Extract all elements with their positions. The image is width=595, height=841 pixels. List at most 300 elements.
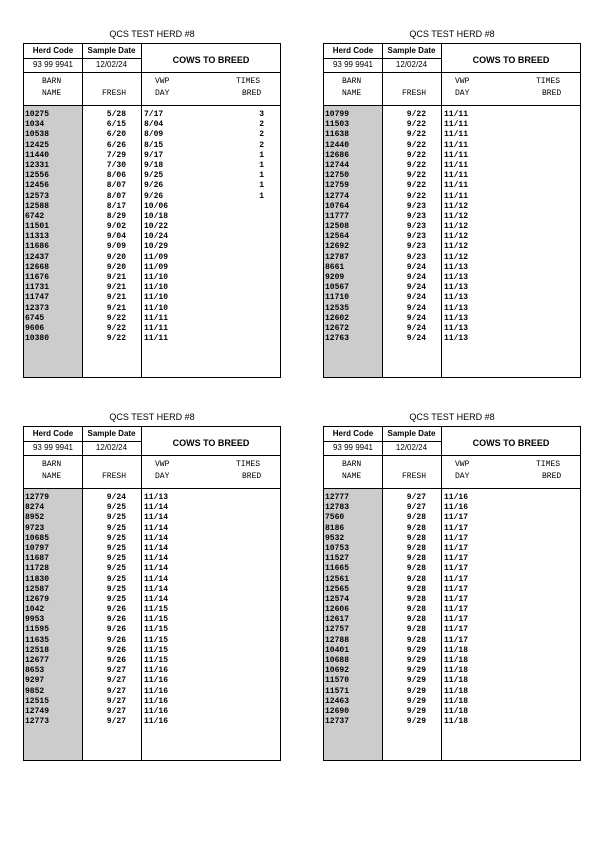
times-bred: 1: [259, 181, 264, 191]
fresh-date: 9/28: [406, 605, 426, 615]
table-row: [324, 273, 580, 283]
table-row: [24, 141, 280, 151]
vwp-day: 11/16: [144, 696, 169, 706]
fresh-date: 9/24: [406, 334, 426, 344]
fresh-date: 9/28: [406, 533, 426, 543]
cow-barn-name: 12679: [25, 594, 50, 604]
col-header-vwp: VWP: [155, 77, 170, 86]
divider: [24, 72, 280, 73]
sample-date-value: 12/02/24: [95, 443, 128, 452]
cow-barn-name: 10275: [25, 110, 50, 119]
table-row: [24, 615, 280, 625]
cow-barn-name: 12602: [325, 313, 350, 323]
divider: [24, 105, 280, 106]
vwp-day: 11/10: [144, 293, 169, 303]
col-header-name: NAME: [42, 472, 62, 481]
cow-rows: [324, 110, 580, 344]
fresh-date: 8/07: [106, 181, 126, 191]
vwp-day: 10/18: [144, 211, 169, 221]
cow-barn-name: 9606: [25, 323, 45, 333]
fresh-date: 9/20: [106, 252, 126, 262]
fresh-date: 9/24: [106, 493, 126, 502]
fresh-date: 9/26: [106, 656, 126, 665]
fresh-date: 9/22: [406, 120, 426, 130]
times-bred: 3: [259, 110, 264, 119]
vwp-day: 8/04: [144, 120, 164, 130]
vwp-day: 11/11: [444, 191, 469, 201]
cow-barn-name: 10685: [25, 533, 50, 543]
vwp-day: 11/13: [444, 303, 469, 313]
fresh-date: 9/25: [106, 584, 126, 594]
cow-barn-name: 8952: [25, 513, 45, 523]
fresh-date: 9/25: [106, 523, 126, 533]
vwp-day: 11/17: [444, 594, 469, 604]
fresh-date: 9/24: [406, 293, 426, 303]
divider: [24, 455, 280, 456]
table-row: [24, 202, 280, 212]
col-header-vwp: VWP: [155, 460, 170, 469]
col-header-vwp: VWP: [455, 460, 470, 469]
vwp-day: 11/16: [144, 706, 169, 716]
fresh-date: 9/25: [106, 513, 126, 523]
panel-title: QCS TEST HERD #8: [409, 412, 495, 422]
table-row: [324, 676, 580, 686]
vwp-day: 11/17: [444, 625, 469, 635]
cows-to-breed-heading: COWS TO BREED: [172, 55, 250, 65]
table-row: [324, 202, 580, 212]
cow-barn-name: 6742: [25, 211, 45, 221]
vwp-day: 11/11: [444, 181, 469, 191]
cow-barn-name: 12564: [325, 232, 350, 242]
table-row: [324, 324, 580, 334]
vwp-day: 11/17: [444, 574, 469, 584]
fresh-date: 9/27: [106, 666, 126, 676]
vwp-day: 11/15: [144, 656, 169, 665]
vwp-day: 11/18: [444, 696, 469, 706]
fresh-date: 8/06: [106, 171, 126, 181]
vwp-day: 11/13: [444, 293, 469, 303]
vwp-day: 11/15: [144, 625, 169, 635]
col-header-barn: BARN: [342, 460, 362, 469]
fresh-date: 9/28: [406, 615, 426, 625]
fresh-date: 9/29: [406, 666, 426, 676]
cow-barn-name: 11570: [325, 676, 350, 686]
cow-barn-name: 10688: [325, 656, 350, 665]
cow-barn-name: 7560: [325, 513, 345, 523]
vwp-day: 11/17: [444, 605, 469, 615]
fresh-date: 9/24: [406, 313, 426, 323]
fresh-date: 9/25: [106, 503, 126, 513]
fresh-date: 6/26: [106, 140, 126, 150]
table-row: [324, 554, 580, 564]
table-row: [324, 524, 580, 534]
table-row: [24, 666, 280, 676]
vwp-day: 11/11: [444, 150, 469, 160]
fresh-date: 9/22: [106, 323, 126, 333]
vwp-day: 11/13: [144, 493, 169, 502]
cow-barn-name: 12463: [325, 696, 350, 706]
vwp-day: 11/11: [444, 130, 469, 140]
fresh-date: 9/22: [106, 334, 126, 344]
table-row: [324, 666, 580, 676]
table-row: [324, 181, 580, 191]
fresh-date: 8/07: [106, 191, 126, 201]
fresh-date: 9/25: [106, 574, 126, 584]
divider: [324, 488, 580, 489]
times-bred: 1: [259, 160, 264, 170]
cow-barn-name: 11313: [25, 232, 50, 242]
table-row: [324, 605, 580, 615]
cow-barn-name: 11635: [25, 635, 50, 645]
table-row: [324, 232, 580, 242]
vwp-day: 11/16: [144, 676, 169, 686]
col-header-times: TIMES: [536, 460, 561, 469]
fresh-date: 9/28: [406, 564, 426, 574]
table-row: [24, 595, 280, 605]
table-row: [24, 253, 280, 263]
col-header-bred: BRED: [542, 89, 562, 98]
table-row: [324, 493, 580, 503]
cow-barn-name: 12690: [325, 706, 350, 716]
fresh-date: 9/28: [406, 584, 426, 594]
fresh-date: 9/22: [406, 140, 426, 150]
table-row: [24, 625, 280, 635]
col-header-fresh: FRESH: [402, 472, 427, 481]
fresh-date: 9/29: [406, 656, 426, 665]
table-row: [324, 161, 580, 171]
table-row: [24, 646, 280, 656]
vwp-day: 11/13: [444, 313, 469, 323]
cow-rows: [24, 110, 280, 344]
fresh-date: 9/22: [406, 160, 426, 170]
vwp-day: 11/13: [444, 283, 469, 293]
fresh-date: 9/02: [106, 222, 126, 232]
cow-barn-name: 11777: [325, 211, 350, 221]
vwp-day: 7/17: [144, 110, 164, 119]
cow-barn-name: 8653: [25, 666, 45, 676]
col-header-bred: BRED: [242, 472, 262, 481]
fresh-date: 9/28: [406, 543, 426, 553]
table-row: [24, 314, 280, 324]
cow-barn-name: 11728: [25, 564, 50, 574]
fresh-date: 9/21: [106, 283, 126, 293]
cow-barn-name: 12783: [325, 503, 350, 513]
vwp-day: 11/18: [444, 706, 469, 716]
table-row: [324, 615, 580, 625]
vwp-day: 11/15: [144, 615, 169, 625]
herd-code-label: Herd Code: [32, 429, 74, 438]
vwp-day: 11/16: [444, 493, 469, 502]
report-table: [323, 426, 581, 761]
vwp-day: 11/13: [444, 273, 469, 282]
table-row: [324, 585, 580, 595]
cow-barn-name: 10538: [25, 130, 50, 140]
table-row: [24, 687, 280, 697]
cow-barn-name: 1034: [25, 120, 45, 130]
cow-barn-name: 12788: [325, 635, 350, 645]
fresh-date: 9/29: [406, 706, 426, 716]
fresh-date: 9/28: [406, 523, 426, 533]
cow-barn-name: 11571: [325, 686, 350, 696]
table-row: [24, 554, 280, 564]
vwp-day: 11/18: [444, 676, 469, 686]
vwp-day: 11/15: [144, 635, 169, 645]
sample-date-value: 12/02/24: [395, 443, 428, 452]
vwp-day: 11/13: [444, 323, 469, 333]
vwp-day: 11/14: [144, 523, 169, 533]
fresh-date: 9/25: [106, 564, 126, 574]
vwp-day: 11/09: [144, 262, 169, 272]
vwp-day: 9/25: [144, 171, 164, 181]
table-row: [24, 503, 280, 513]
table-row: [324, 625, 580, 635]
cow-barn-name: 10797: [25, 543, 50, 553]
vwp-day: 10/22: [144, 222, 169, 232]
vwp-day: 11/16: [144, 686, 169, 696]
cow-barn-name: 10692: [325, 666, 350, 676]
cow-barn-name: 12668: [25, 262, 50, 272]
sample-date-label: Sample Date: [87, 46, 136, 55]
table-row: [324, 595, 580, 605]
cow-barn-name: 12774: [325, 191, 350, 201]
table-row: [24, 605, 280, 615]
table-row: [324, 283, 580, 293]
cow-barn-name: 12556: [25, 171, 50, 181]
fresh-date: 9/24: [406, 273, 426, 282]
table-row: [24, 513, 280, 523]
fresh-date: 9/25: [106, 533, 126, 543]
table-row: [24, 151, 280, 161]
cow-barn-name: 12672: [325, 323, 350, 333]
vwp-day: 11/14: [144, 554, 169, 564]
fresh-date: 9/28: [406, 574, 426, 584]
cow-barn-name: 12456: [25, 181, 50, 191]
vwp-day: 11/13: [444, 334, 469, 344]
cow-barn-name: 1042: [25, 605, 45, 615]
col-header-day: DAY: [455, 472, 470, 481]
fresh-date: 9/24: [406, 303, 426, 313]
table-row: [24, 192, 280, 202]
cow-barn-name: 12587: [25, 584, 50, 594]
fresh-date: 9/27: [106, 676, 126, 686]
herd-code-value: 93 99 9941: [32, 443, 74, 452]
vwp-day: 11/18: [444, 686, 469, 696]
vwp-day: 11/18: [444, 717, 469, 727]
vwp-day: 11/12: [444, 201, 469, 211]
vwp-day: 10/29: [144, 242, 169, 252]
cow-barn-name: 11676: [25, 273, 50, 282]
cow-rows: [24, 493, 280, 727]
table-row: [24, 110, 280, 120]
times-bred: 1: [259, 171, 264, 181]
fresh-date: 9/27: [406, 503, 426, 513]
sample-date-label: Sample Date: [387, 46, 436, 55]
table-row: [24, 656, 280, 666]
col-header-day: DAY: [455, 89, 470, 98]
cow-barn-name: 11527: [325, 554, 350, 564]
vwp-day: 11/14: [144, 533, 169, 543]
table-row: [24, 524, 280, 534]
cow-barn-name: 12518: [25, 645, 50, 655]
table-row: [324, 222, 580, 232]
cow-barn-name: 12749: [25, 706, 50, 716]
table-row: [324, 242, 580, 252]
vwp-day: 11/11: [444, 140, 469, 150]
table-row: [324, 564, 580, 574]
cow-barn-name: 9953: [25, 615, 45, 625]
cow-barn-name: 8186: [325, 523, 345, 533]
table-row: [324, 687, 580, 697]
col-header-barn: BARN: [342, 77, 362, 86]
fresh-date: 9/23: [406, 242, 426, 252]
fresh-date: 9/23: [406, 252, 426, 262]
table-row: [24, 534, 280, 544]
fresh-date: 9/24: [406, 283, 426, 293]
fresh-date: 9/21: [106, 293, 126, 303]
col-header-vwp: VWP: [455, 77, 470, 86]
cow-barn-name: 11747: [25, 293, 50, 303]
cow-barn-name: 12561: [325, 574, 350, 584]
cow-barn-name: 12573: [25, 191, 50, 201]
cow-barn-name: 11830: [25, 574, 50, 584]
vwp-day: 11/10: [144, 283, 169, 293]
cow-barn-name: 12617: [325, 615, 350, 625]
cow-barn-name: 12606: [325, 605, 350, 615]
fresh-date: 9/25: [106, 543, 126, 553]
vwp-day: 11/12: [444, 222, 469, 232]
cow-barn-name: 12373: [25, 303, 50, 313]
vwp-day: 11/17: [444, 543, 469, 553]
table-row: [24, 242, 280, 252]
table-row: [324, 697, 580, 707]
table-row: [324, 263, 580, 273]
fresh-date: 9/28: [406, 513, 426, 523]
col-header-times: TIMES: [236, 460, 261, 469]
vwp-day: 9/18: [144, 160, 164, 170]
table-row: [24, 263, 280, 273]
cow-barn-name: 12692: [325, 242, 350, 252]
table-row: [24, 130, 280, 140]
vwp-day: 9/26: [144, 191, 164, 201]
vwp-day: 11/11: [444, 120, 469, 130]
sample-date-value: 12/02/24: [95, 60, 128, 69]
panel-title: QCS TEST HERD #8: [109, 29, 195, 39]
cow-barn-name: 11687: [25, 554, 50, 564]
vwp-day: 11/14: [144, 513, 169, 523]
cow-barn-name: 11686: [25, 242, 50, 252]
fresh-date: 9/22: [406, 191, 426, 201]
cow-rows: [324, 493, 580, 727]
table-row: [24, 334, 280, 344]
cows-to-breed-heading: COWS TO BREED: [472, 55, 550, 65]
table-row: [24, 304, 280, 314]
table-row: [324, 717, 580, 727]
col-header-fresh: FRESH: [102, 89, 127, 98]
fresh-date: 7/30: [106, 160, 126, 170]
table-row: [324, 656, 580, 666]
vwp-day: 11/11: [144, 313, 169, 323]
times-bred: 2: [259, 130, 264, 140]
fresh-date: 9/22: [406, 130, 426, 140]
vwp-day: 11/14: [144, 584, 169, 594]
fresh-date: 9/29: [406, 645, 426, 655]
fresh-date: 9/21: [106, 273, 126, 282]
vwp-day: 11/09: [144, 252, 169, 262]
vwp-day: 11/17: [444, 554, 469, 564]
vwp-day: 8/15: [144, 140, 164, 150]
cow-barn-name: 11665: [325, 564, 350, 574]
fresh-date: 9/29: [406, 676, 426, 686]
cow-barn-name: 12425: [25, 140, 50, 150]
vwp-day: 8/09: [144, 130, 164, 140]
cow-barn-name: 12574: [325, 594, 350, 604]
vwp-day: 11/11: [144, 323, 169, 333]
col-header-times: TIMES: [536, 77, 561, 86]
fresh-date: 9/26: [106, 625, 126, 635]
table-row: [24, 717, 280, 727]
col-header-name: NAME: [342, 89, 362, 98]
table-row: [24, 707, 280, 717]
fresh-date: 9/25: [106, 594, 126, 604]
cow-barn-name: 11731: [25, 283, 50, 293]
fresh-date: 9/27: [106, 706, 126, 716]
fresh-date: 9/28: [406, 594, 426, 604]
fresh-date: 9/24: [406, 323, 426, 333]
vwp-day: 11/11: [144, 334, 169, 344]
cow-barn-name: 12535: [325, 303, 350, 313]
table-row: [324, 314, 580, 324]
fresh-date: 9/26: [106, 615, 126, 625]
panel-title: QCS TEST HERD #8: [109, 412, 195, 422]
col-header-name: NAME: [342, 472, 362, 481]
vwp-day: 11/10: [144, 303, 169, 313]
cow-barn-name: 12763: [325, 334, 350, 344]
fresh-date: 9/29: [406, 686, 426, 696]
table-row: [24, 120, 280, 130]
fresh-date: 9/26: [106, 645, 126, 655]
cow-barn-name: 8274: [25, 503, 45, 513]
table-row: [24, 283, 280, 293]
cow-barn-name: 9532: [325, 533, 345, 543]
report-table: [23, 43, 281, 378]
cow-barn-name: 9852: [25, 686, 45, 696]
vwp-day: 11/12: [444, 242, 469, 252]
col-header-times: TIMES: [236, 77, 261, 86]
fresh-date: 9/22: [406, 171, 426, 181]
cow-barn-name: 12686: [325, 150, 350, 160]
sample-date-label: Sample Date: [87, 429, 136, 438]
fresh-date: 9/22: [406, 110, 426, 119]
cow-barn-name: 12508: [325, 222, 350, 232]
herd-code-value: 93 99 9941: [332, 60, 374, 69]
table-row: [24, 636, 280, 646]
cow-barn-name: 12757: [325, 625, 350, 635]
table-row: [24, 273, 280, 283]
vwp-day: 11/12: [444, 252, 469, 262]
times-bred: 2: [259, 120, 264, 130]
vwp-day: 11/18: [444, 645, 469, 655]
vwp-day: 11/17: [444, 513, 469, 523]
herd-code-value: 93 99 9941: [332, 443, 374, 452]
cow-barn-name: 10401: [325, 645, 350, 655]
cow-barn-name: 12515: [25, 696, 50, 706]
cow-barn-name: 11501: [25, 222, 50, 232]
divider: [24, 488, 280, 489]
table-row: [24, 324, 280, 334]
table-row: [324, 646, 580, 656]
cows-to-breed-heading: COWS TO BREED: [172, 438, 250, 448]
fresh-date: 8/29: [106, 211, 126, 221]
